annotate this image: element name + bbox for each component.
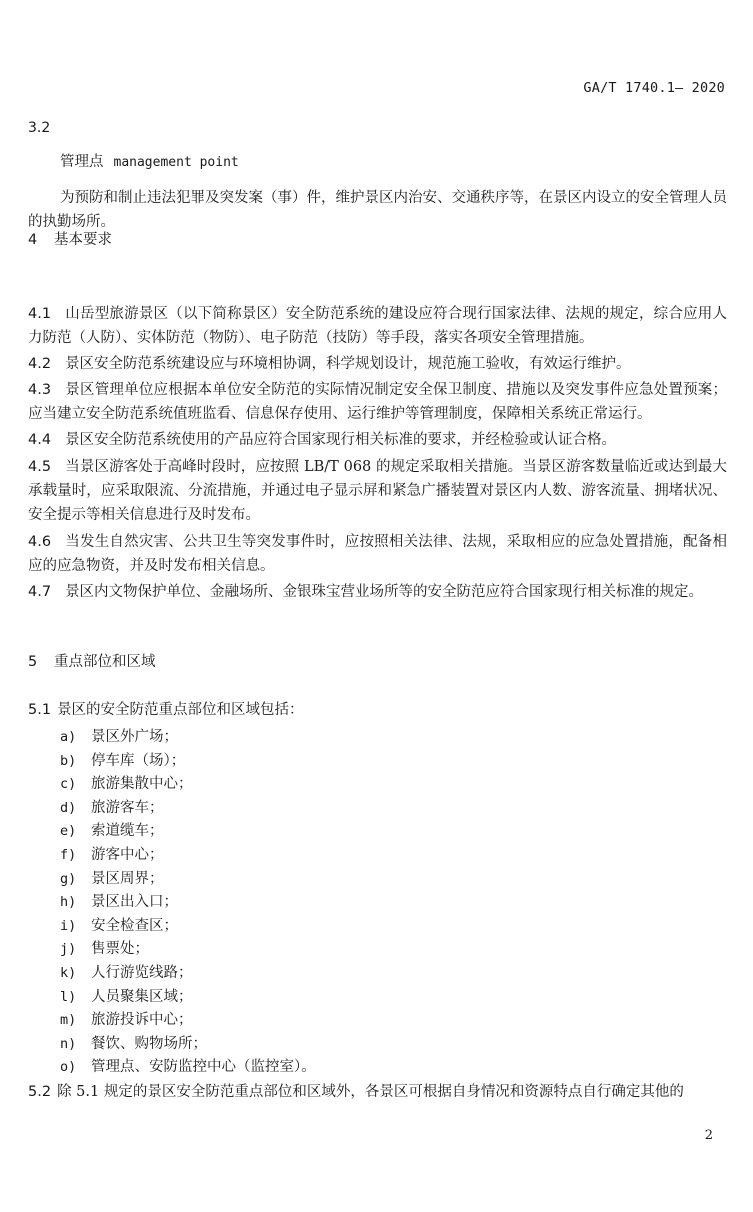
standard-number: GA/T 1740.1— 2020 [583,80,725,96]
clause-4-3 [28,378,727,426]
clause-number: 4.2 [28,356,52,372]
list-item [60,820,316,844]
clause-number: 4.1 [28,306,52,322]
clause-text: 当景区游客处于高峰时段时，应按照 LB/T 068 的规定采取相关措施。当景区游客数量临近或达到最大承载量时，应采取限流、分流措施，并通过电子显示屏和紧急广播装置对景区内人数、游客流量、拥堵状况、安全提示等相关信息进行及时发布。 [28,459,727,523]
clause-4-5 [28,455,727,527]
list-text: 安全检查区； [91,917,178,934]
list-text: 餐饮、购物场所； [91,1035,207,1052]
clause-text: 景区的安全防范重点部位和区域包括： [57,702,304,718]
clause-text: 景区管理单位应根据本单位安全防范的实际情况制定安全保卫制度、措施以及突发事件应急处置预案；应当建立安全防范系统值班监看、信息保存使用、运行维护等管理制度，保障相关系统正常运行。 [28,382,727,422]
list-text: 售票处； [91,941,149,958]
section-5-title: 重点部位和区域 [54,654,156,670]
list-text: 游客中心； [91,846,164,863]
term-definition: 为预防和制止违法犯罪及突发案（事）件，维护景区内治安、交通秩序等，在景区内设立的安全管理人员的执勤场所。 [28,190,727,230]
list-text: 索道缆车； [91,823,164,840]
clause-5-2 [28,1080,727,1104]
clause-5-1 [28,698,727,722]
list-item [60,773,316,797]
list-text: 旅游客车； [91,799,164,816]
clause-number: 4.7 [28,584,52,600]
clause-4-2 [28,352,727,376]
clause-4-7 [28,580,727,604]
list-marker: k) [60,964,77,981]
clause-number: 4.3 [28,382,52,398]
list-text: 管理点、安防监控中心（监控室）。 [91,1059,316,1076]
clause-number: 5.2 [28,1084,52,1100]
list-item [60,844,316,868]
clause-4-6 [28,530,727,578]
section-4-title: 基本要求 [54,232,112,248]
clause-text: 景区安全防范系统建设应与环境相协调，科学规划设计，规范施工验收，有效运行维护。 [65,356,631,372]
clause-4-4 [28,428,727,452]
clause-text: 除 5.1 规定的景区安全防范重点部位和区域外，各景区可根据自身情况和资源特点自行确定其他的 [57,1084,684,1100]
list-marker: l) [60,988,77,1005]
clause-number: 4.4 [28,432,52,448]
term-title-zh: 管理点 [60,154,104,170]
list-item [60,1056,316,1080]
list-item [60,986,316,1010]
page-number: 2 [704,1128,713,1143]
list-marker: h) [60,894,77,911]
list-marker: i) [60,917,77,934]
list-text: 旅游集散中心； [91,776,193,793]
list-marker: g) [60,870,77,887]
section-4-heading [28,228,727,252]
list-item [60,962,316,986]
clause-text: 景区内文物保护单位、金融场所、金银珠宝营业场所等的安全防范应符合国家现行相关标准的规定。 [65,584,704,600]
clause-text: 山岳型旅游景区（以下简称景区）安全防范系统的建设应符合现行国家法律、法规的规定，综合应用人力防范（人防）、实体防范（物防）、电子防范（技防）等手段，落实各项安全管理措施。 [28,306,727,346]
term-title [60,150,727,175]
list-marker: e) [60,823,77,840]
list-item [60,797,316,821]
section-5-number: 5 [28,654,38,670]
section-4-number: 4 [28,232,38,248]
list-marker: a) [60,729,77,745]
list-item [60,868,316,892]
list-item [60,750,316,774]
list-item [60,1009,316,1033]
term-title-en: management point [113,155,239,170]
list-marker: m) [60,1012,77,1029]
list-text: 景区外广场； [91,729,178,745]
list-text: 人行游览线路； [91,964,193,981]
term-number: 3.2 [28,120,51,136]
clause-4-1 [28,302,727,350]
list-marker: n) [60,1035,77,1052]
list-marker: f) [60,846,77,863]
clause-number: 5.1 [28,702,52,718]
list-marker: d) [60,799,77,816]
list-item [60,891,316,915]
clause-number: 4.5 [28,459,52,475]
section-5-heading [28,650,727,674]
list-item [60,726,316,750]
clause-text: 景区安全防范系统使用的产品应符合国家现行相关标准的要求，并经检验或认证合格。 [65,432,617,448]
list-marker: j) [60,941,77,958]
list-text: 停车库（场）； [91,752,186,769]
list-item [60,1033,316,1057]
list-marker: c) [60,776,77,793]
list-item [60,915,316,939]
list-marker: b) [60,752,77,769]
list-text: 景区周界； [91,870,164,887]
clause-text: 当发生自然灾害、公共卫生等突发事件时，应按照相关法律、法规，采取相应的应急处置措施，配备相应的应急物资，并及时发布相关信息。 [28,534,727,574]
key-area-list [60,726,316,1080]
list-text: 景区出入口； [91,894,178,911]
list-item [60,938,316,962]
clause-number: 4.6 [28,534,52,550]
list-text: 人员聚集区域； [91,988,193,1005]
list-marker: o) [60,1059,77,1076]
list-text: 旅游投诉中心； [91,1012,193,1029]
